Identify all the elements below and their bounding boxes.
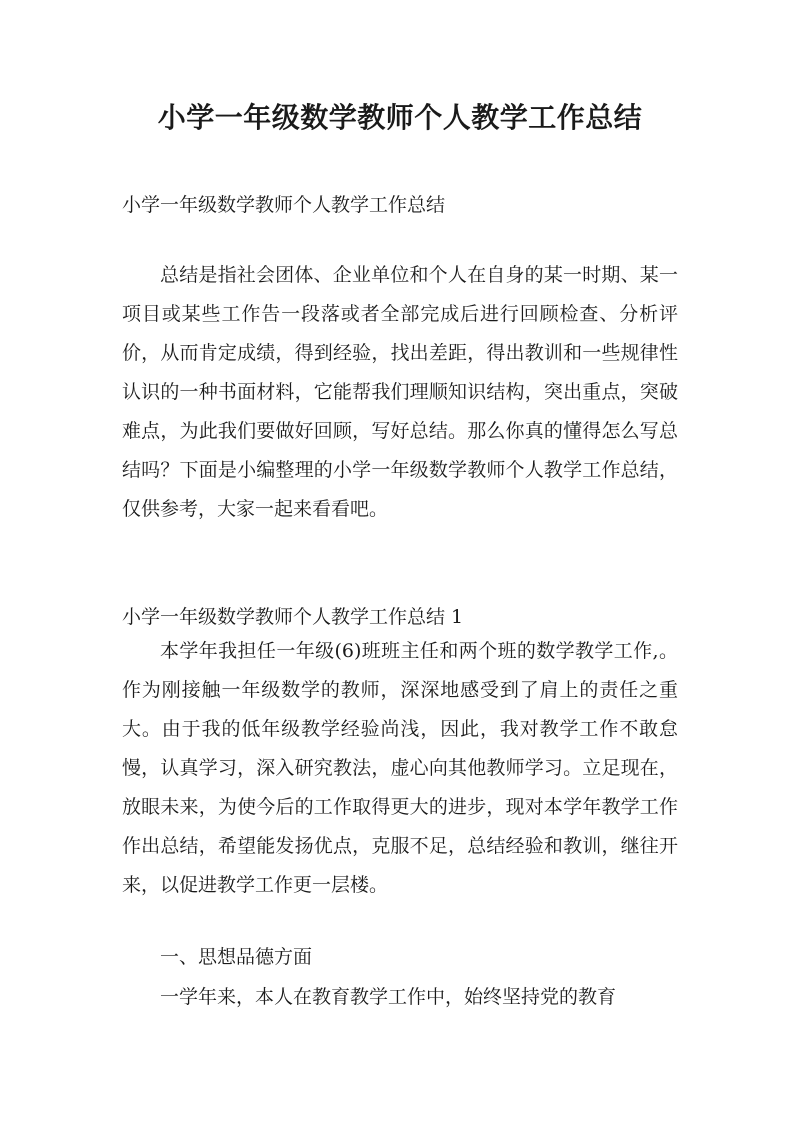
intro-paragraph: 总结是指社会团体、企业单位和个人在自身的某一时期、某一项目或某些工作告一段落或者全部完成后进行回顾检查、分析评价，从而肯定成绩，得到经验，找出差距，得出教训和一些规律性认识的一种书面材料，它能帮我们理顺知识结构，突出重点，突破难点，为此我们要做好回顾，写好总结。那么你真的懂得怎么写总结吗？下面是小编整理的小学一年级数学教师个人教学工作总结，仅供参考，大家一起来看看吧。: [122, 264, 678, 520]
document-title: 小学一年级数学教师个人教学工作总结: [157, 101, 643, 134]
document-subtitle: 小学一年级数学教师个人教学工作总结: [122, 194, 446, 216]
section-heading: 小学一年级数学教师个人教学工作总结 1: [122, 606, 464, 628]
section-paragraph: 本学年我担任一年级(6)班班主任和两个班的数学教学工作,。作为刚接触一年级数学的教师，深深地感受到了肩上的责任之重大。由于我的低年级教学经验尚浅，因此，我对教学工作不敢怠慢，认真学习，深入研究教法，虚心向其他教师学习。立足现在，放眼未来，为使今后的工作取得更大的进步，现对本学年教学工作作出总结，希望能发扬优点，克服不足，总结经验和教训，继往开来，以促进教学工作更一层楼。: [122, 640, 678, 896]
section-subheading: 一、思想品德方面: [160, 946, 313, 968]
section-paragraph-continued: 一学年来，本人在教育教学工作中，始终坚持党的教育: [160, 986, 617, 1008]
